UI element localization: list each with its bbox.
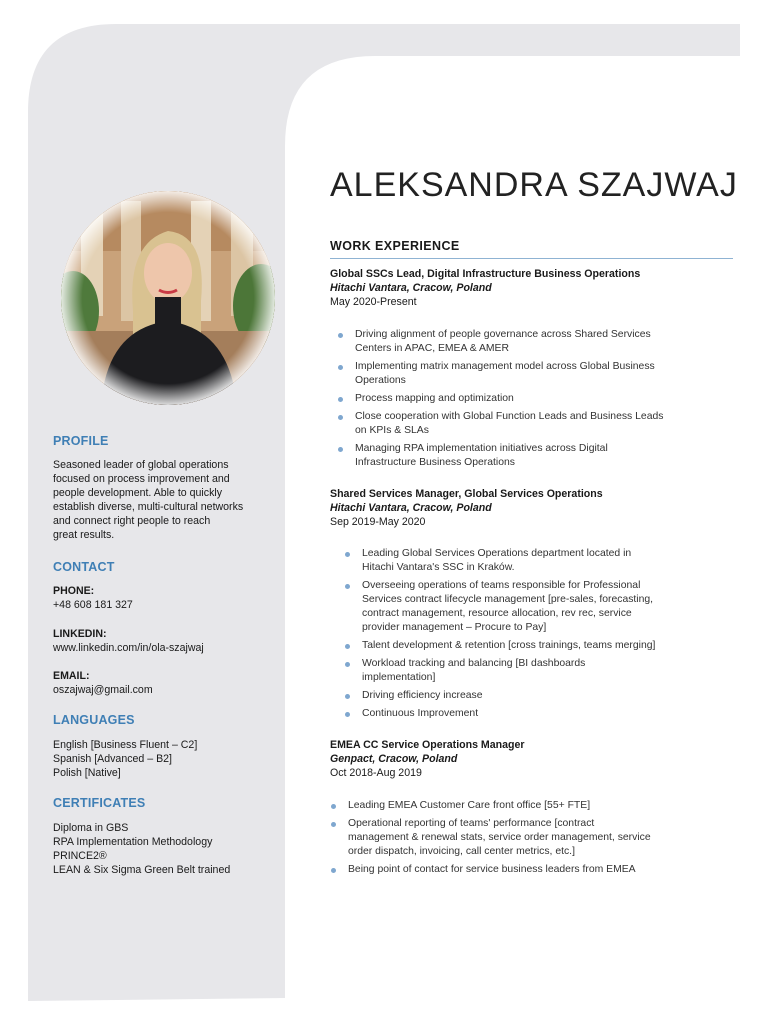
bullet-line: Leading Global Services Operations department located in [362,548,632,559]
job-company: Hitachi Vantara, Cracow, Poland [330,282,492,294]
job-3-bullets [326,799,736,881]
bullet-line: Close cooperation with Global Function Leads and Business Leads [355,411,664,422]
job-bullet [340,579,735,635]
bullet-line: Managing RPA implementation initiatives across Digital [355,443,608,454]
email-link[interactable]: oszajwaj@gmail.com [53,684,153,696]
profile-heading: PROFILE [53,434,109,448]
linkedin-link[interactable]: www.linkedin.com/in/ola-szajwaj [53,642,204,654]
job-dates: Sep 2019-May 2020 [330,516,426,528]
bullet-line: Services contract lifecycle management [pre-sales, forecasting, [362,594,654,605]
bullet-line: Leading EMEA Customer Care front office [55+ FTE] [348,800,591,811]
job-bullet [340,707,735,721]
language-item: English [Business Fluent – C2] [53,739,198,751]
phone-label: PHONE: [53,585,95,597]
job-bullet [340,639,735,653]
job-bullet [340,547,735,575]
bullet-line: Workload tracking and balancing [BI dashboards [362,658,586,669]
contact-linkedin [53,627,273,655]
languages-heading: LANGUAGES [53,713,135,727]
languages-list [53,738,273,780]
job-company: Genpact, Cracow, Poland [330,753,458,765]
language-item: Spanish [Advanced – B2] [53,753,172,765]
bullet-line: implementation] [362,672,436,683]
bullet-line: contract management, resource allocation, rev rec, service [362,608,632,619]
bullet-line: Talent development & retention [cross trainings, teams merging] [362,640,656,651]
job-bullet [333,410,733,438]
job-entry-2 [330,487,730,529]
bullet-line: Process mapping and optimization [355,393,514,404]
bullet-line: management & renewal stats, service order management, service [348,832,651,843]
bullet-line: Implementing matrix management model across Global Business [355,361,655,372]
profile-photo [61,191,275,405]
job-bullet [333,392,733,406]
job-bullet [333,328,733,356]
certificate-item: LEAN & Six Sigma Green Belt trained [53,864,231,876]
profile-line: establish diverse, multi-cultural networks [53,501,244,513]
section-divider [330,258,733,259]
bullet-line: Centers in APAC, EMEA & AMER [355,343,509,354]
job-dates: May 2020-Present [330,296,417,308]
job-bullet [333,360,733,388]
profile-summary [53,458,273,542]
profile-line: people development. Able to quickly [53,487,223,499]
job-role: Shared Services Manager, Global Services Operations [330,488,603,500]
certificates-list [53,821,273,877]
job-company: Hitachi Vantara, Cracow, Poland [330,502,492,514]
phone-value[interactable]: +48 608 181 327 [53,599,133,611]
certificate-item: PRINCE2® [53,850,107,862]
candidate-name: ALEKSANDRA SZAJWAJ [330,166,738,204]
bullet-line: Operational reporting of teams' performance [contract [348,818,595,829]
certificate-item: RPA Implementation Methodology [53,836,213,848]
bullet-line: Overseeing operations of teams responsible for Professional [362,580,641,591]
bullet-line: order dispatch, invoicing, call center metrics, etc.] [348,846,575,857]
language-item: Polish [Native] [53,767,121,779]
job-bullet [340,689,735,703]
certificate-item: Diploma in GBS [53,822,129,834]
contact-email [53,669,273,697]
contact-phone [53,584,273,612]
job-entry-3 [330,738,730,780]
job-bullet [333,442,733,470]
job-2-bullets [340,547,735,725]
profile-line: Seasoned leader of global operations [53,459,229,471]
job-bullet [340,657,735,685]
bullet-line: Continuous Improvement [362,708,479,719]
job-bullet [326,863,736,877]
job-dates: Oct 2018-Aug 2019 [330,767,422,779]
bullet-line: Operations [355,375,406,386]
work-experience-heading: WORK EXPERIENCE [330,239,460,253]
bullet-line: Driving alignment of people governance across Shared Services [355,329,651,340]
bullet-line: Being point of contact for service business leaders from EMEA [348,864,636,875]
certificates-heading: CERTIFICATES [53,796,146,810]
profile-line: focused on process improvement and [53,473,230,485]
bullet-line: provider management – Procure to Pay] [362,622,547,633]
linkedin-label: LINKEDIN: [53,628,107,640]
bullet-line: Hitachi Vantara's SSC in Kraków. [362,562,515,573]
job-bullet [326,799,736,813]
job-1-bullets [333,328,733,474]
contact-heading: CONTACT [53,560,115,574]
bullet-line: Infrastructure Business Operations [355,457,515,468]
job-role: EMEA CC Service Operations Manager [330,739,525,751]
bullet-line: Driving efficiency increase [362,690,483,701]
profile-line: great results. [53,529,115,541]
profile-line: and connect right people to reach [53,515,211,527]
bullet-line: on KPIs & SLAs [355,425,429,436]
email-label: EMAIL: [53,670,90,682]
job-bullet [326,817,736,859]
job-entry-1 [330,267,730,309]
job-role: Global SSCs Lead, Digital Infrastructure Business Operations [330,268,641,280]
